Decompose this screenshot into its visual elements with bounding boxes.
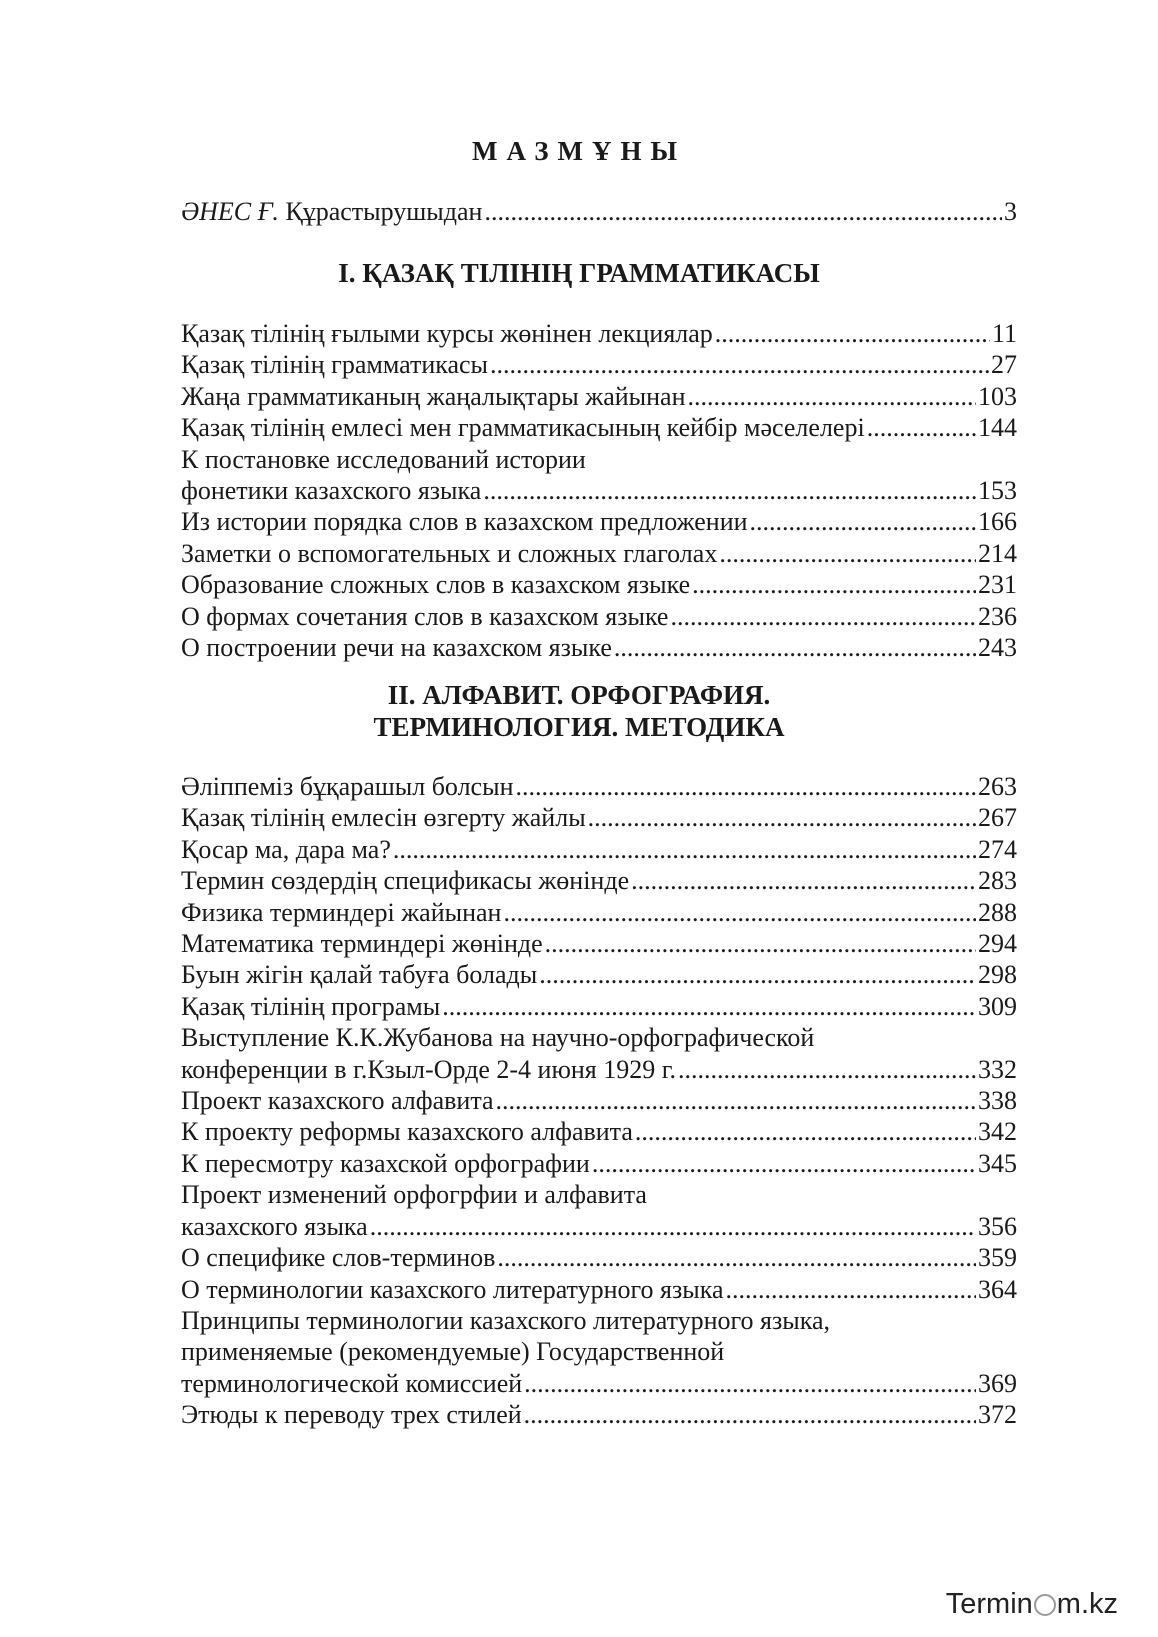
toc-entry [181,1148,1017,1179]
dot-leader [725,1274,976,1305]
dot-leader [490,349,989,380]
toc-entry [181,349,1017,380]
dot-leader [503,897,976,928]
dot-leader [588,802,976,833]
toc-entry-title: казахского языка [181,1211,368,1241]
toc-line [181,991,1017,1022]
toc-entry [181,1085,1017,1116]
toc-entry-title: Физика терминдері жайынан [181,897,502,927]
toc-entry [181,632,1017,663]
toc-entry-title: К постановке исследований истории [181,444,586,474]
page-number: 214 [978,538,1017,568]
toc-entry-title: О терминологии казахского литературного языка [181,1274,724,1304]
toc-entry [181,412,1017,443]
dot-leader [631,865,976,896]
toc-entry-title: Жаңа грамматиканың жаңалықтары жайынан [181,381,686,411]
toc-list [181,318,1017,663]
page-number: 342 [978,1117,1017,1147]
toc-line [181,318,1017,349]
toc-list [181,771,1017,1431]
page-number: 231 [978,570,1017,600]
dot-leader [670,601,976,632]
toc-entry-title: применяемые (рекомендуемые) Государственной [181,1337,725,1367]
toc-line [181,1242,1017,1273]
toc-entry [181,771,1017,802]
section-heading-line: II. АЛФАВИТ. ОРФОГРАФИЯ. [387,680,771,710]
dot-leader [483,475,976,506]
dot-leader [715,318,990,349]
toc-line [181,444,1017,475]
page-number: 332 [978,1054,1017,1084]
page-number: 263 [978,772,1017,801]
page-number: 364 [978,1274,1017,1304]
toc-line [181,569,1017,600]
page-number: 372 [978,1400,1017,1430]
toc-line [181,632,1017,663]
toc-entry-title: Қазақ тілінің грамматикасы [181,350,489,380]
toc-entry-title: Қазақ тілінің емлесі мен грамматикасының кейбір мәселелері [181,413,865,443]
toc-entry-title: Этюды к переводу трех стилей [181,1400,522,1430]
toc-line [181,1179,1017,1210]
toc-entry [181,991,1017,1022]
page-number: 338 [978,1086,1017,1116]
toc-entry [181,569,1017,600]
toc-line [181,475,1017,506]
dot-leader [442,991,976,1022]
page-number: 267 [978,803,1017,833]
toc-line [181,1085,1017,1116]
toc-entry [181,1116,1017,1147]
toc-line [181,506,1017,537]
page-title: МАЗМҰНЫ [471,136,687,166]
toc-entry-title: терминологической комиссией [181,1368,523,1398]
toc-line [181,928,1017,959]
toc-line [181,1054,1017,1085]
toc-entry [181,959,1017,990]
toc-entry [181,1242,1017,1273]
page-number: 27 [991,350,1017,380]
section-heading [0,679,1158,743]
toc-entry-title: К пересмотру казахской орфографии [181,1148,590,1178]
toc-entry [181,1399,1017,1430]
toc-line [181,802,1017,833]
preface-entry [181,196,1017,227]
dot-leader [484,196,1002,227]
page-number: 359 [978,1243,1017,1273]
toc-entry [181,865,1017,896]
toc-line [181,834,1017,865]
toc-entry [181,444,1017,507]
toc-entry-title: конференции в г.Кзыл-Орде 2-4 июня 1929 г. [181,1054,676,1084]
page-number: 309 [978,991,1017,1021]
toc-entry [181,1022,1017,1085]
toc-entry-title: К проекту реформы казахского алфавита [181,1117,633,1147]
page-number: 369 [978,1368,1017,1398]
toc-line [181,897,1017,928]
toc-entry-title: Қосар ма, дара ма? [181,834,391,864]
dot-leader [515,771,976,802]
toc-line [181,959,1017,990]
toc-line [181,381,1017,412]
toc-entry [181,538,1017,569]
dot-leader [545,928,976,959]
toc-entry-title: Математика терминдері жөнінде [181,929,543,959]
toc-entry [181,928,1017,959]
dot-leader [496,1085,976,1116]
toc-line [181,538,1017,569]
toc-line [181,349,1017,380]
toc-line [181,1116,1017,1147]
toc-line [181,1305,1017,1336]
toc-entry [181,834,1017,865]
toc-entry [181,802,1017,833]
toc-entry [181,381,1017,412]
toc-entry-title: Проект изменений орфогрфии и алфавита [181,1180,647,1210]
toc-entry-title: Әліппеміз бұқарашыл болсын [181,772,514,801]
toc-line [181,412,1017,443]
toc-line [181,1399,1017,1430]
magnifier-icon [1034,1594,1056,1616]
dot-leader [393,834,976,865]
page-number: 283 [978,866,1017,896]
page-number: 345 [978,1148,1017,1178]
toc-entry-title: Проект казахского алфавита [181,1086,494,1116]
toc-entry-title: Термин сөздердің спецификасы жөнінде [181,866,630,896]
toc-entry [181,897,1017,928]
toc-entry-title: фонетики казахского языка [181,476,482,506]
watermark-logo [946,1588,1118,1621]
toc-line [181,1368,1017,1399]
toc-line [181,1148,1017,1179]
page-number: 236 [978,601,1017,631]
toc-entry [181,601,1017,632]
toc-line [181,1211,1017,1242]
dot-leader [497,1242,976,1273]
dot-leader [678,1054,976,1085]
toc-entry-title: Қазақ тілінің програмы [181,991,441,1021]
dot-leader [370,1211,976,1242]
dot-leader [539,959,976,990]
dot-leader [719,538,976,569]
toc-entry-title: Буын жігін қалай табуға болады [181,960,538,990]
toc-entry [181,318,1017,349]
dot-leader [688,381,977,412]
dot-leader [524,1399,976,1430]
section-heading-line: ТЕРМИНОЛОГИЯ. МЕТОДИКА [373,712,785,742]
toc-line [181,771,1017,802]
page-number: 298 [978,960,1017,990]
page-number: 288 [978,897,1017,927]
toc-line [181,1336,1017,1367]
toc-entry-title: Выступление К.К.Жубанова на научно-орфографической [181,1023,815,1053]
section-heading-line: I. ҚАЗАҚ ТІЛІНІҢ ГРАММАТИКАСЫ [338,258,820,288]
page-number: 356 [978,1211,1017,1241]
page-number: 103 [978,381,1017,411]
toc-entry-title: О построении речи на казахском языке [181,633,612,663]
toc-entry-title: О формах сочетания слов в казахском языке [181,601,669,631]
dot-leader [750,506,976,537]
toc-line [181,1274,1017,1305]
toc-line [181,1022,1017,1053]
toc-entry-title: О специфике слов-терминов [181,1243,496,1273]
toc-entry [181,1274,1017,1305]
toc-entry-title: Принципы терминологии казахского литературного языка, [181,1305,831,1335]
toc-entry-title: Образование сложных слов в казахском языке [181,570,691,600]
toc-line [181,601,1017,632]
toc-line [181,865,1017,896]
page-number: 144 [978,413,1017,443]
page-number: 11 [991,319,1017,348]
toc-entry-title: Қазақ тілінің емлесін өзгерту жайлы [181,803,586,833]
watermark-text: m.kz [1056,1588,1118,1620]
toc-entry [181,506,1017,537]
watermark-text: Termin [945,1588,1033,1620]
toc-entry [181,1179,1017,1242]
dot-leader [635,1116,976,1147]
page-number: 166 [978,507,1017,537]
dot-leader [692,569,976,600]
page-number: 243 [978,633,1017,663]
toc-entry-title: Қазақ тілінің ғылыми курсы жөнінен лекциялар [181,319,713,348]
toc-entry-title: Из истории порядка слов в казахском предложении [181,507,748,537]
page-number: 153 [978,476,1017,506]
preface-author: ӘНЕС Ғ. [181,197,279,226]
dot-leader [867,412,976,443]
preface-title: Құрастырушыдан [285,197,483,226]
page-number: 294 [978,929,1017,959]
toc-entry-title: Заметки о вспомогательных и сложных глаголах [181,538,718,568]
page-number: 3 [1004,197,1017,226]
dot-leader [592,1148,976,1179]
page-number: 274 [978,834,1017,864]
section-heading [0,257,1158,289]
dot-leader [614,632,976,663]
dot-leader [524,1368,976,1399]
toc-entry [181,1305,1017,1399]
